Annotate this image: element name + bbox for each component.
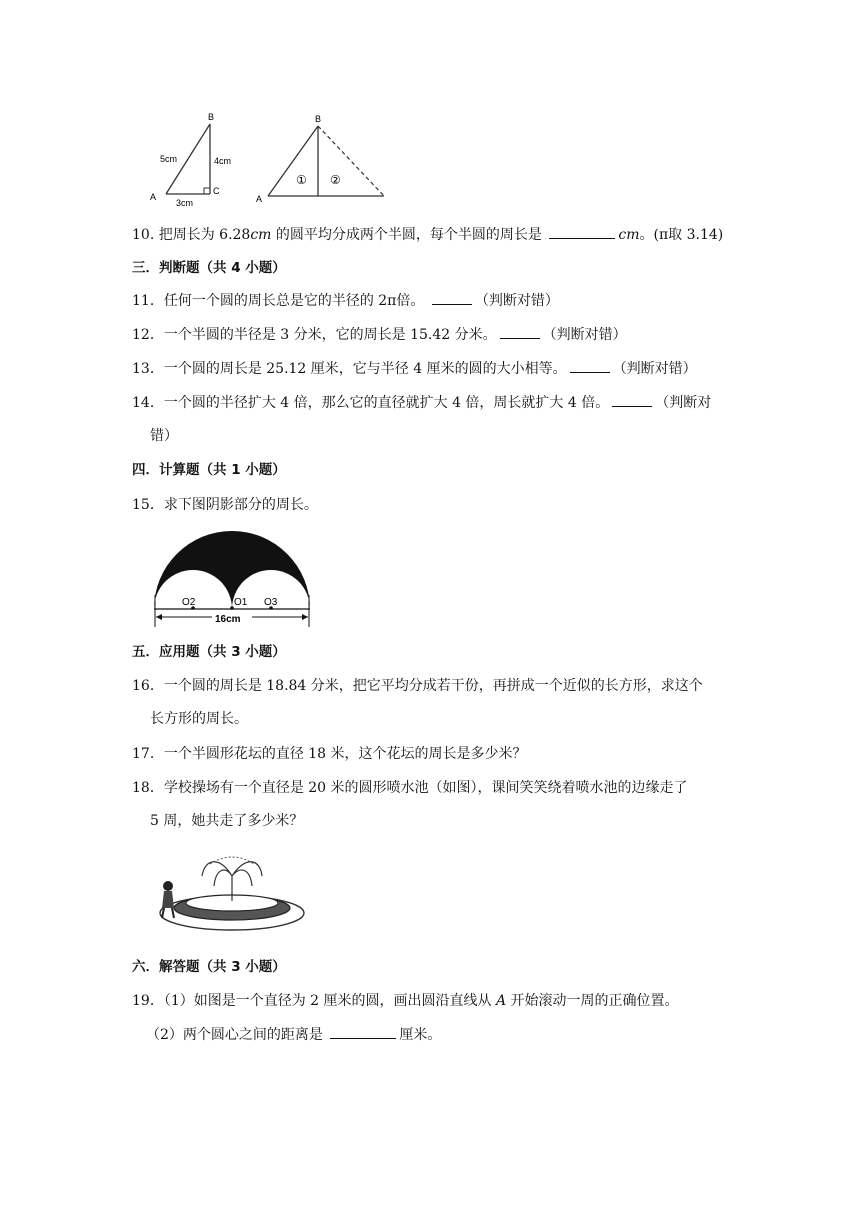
answer-blank[interactable] [612,394,652,407]
side-ac-label: 3cm [176,198,194,208]
question-18: 18．学校操场有一个直径是 20 米的圆形喷水池（如图），课间笑笑绕着喷水池的边缘走了 [132,780,688,796]
triangles-figure [146,110,396,210]
question-19-part-1: 19．（1）如图是一个直径为 2 厘米的圆，画出圆沿直线从 A 开始滚动一周的正确位置。 [132,993,679,1009]
answer-blank[interactable] [570,360,610,373]
vertex-c-label: C [213,186,220,196]
vertex-a-label: A [150,192,157,202]
answer-blank[interactable] [549,226,615,239]
section-4-heading: 四．计算题（共 1 小题） [132,462,286,478]
section-3-heading: 三．判断题（共 4 小题） [132,260,286,276]
question-14-continued: 错） [150,428,178,444]
vertex-b2-label: B [315,114,322,124]
question-15: 15．求下图阴影部分的周长。 [132,497,318,513]
dimension-label: 16cm [215,614,241,625]
vertex-b-label: B [208,112,215,122]
side-bc-label: 4cm [214,156,232,166]
question-11: 11．任何一个圆的周长总是它的半径的 2π倍。 （判断对错） [132,293,559,309]
side-ab-label: 5cm [160,154,178,164]
part-2-label: ② [330,173,341,187]
answer-blank[interactable] [432,292,472,305]
answer-blank[interactable] [330,1026,396,1039]
question-16-continued: 长方形的周长。 [150,711,248,727]
shaded-semicircle-figure [150,525,310,631]
center-o1-label: O1 [234,597,248,608]
question-13: 13．一个圆的周长是 25.12 厘米，它与半径 4 厘米的圆的大小相等。 （判断对错） [132,361,697,377]
question-18-continued: 5 周，她共走了多少米？ [150,813,304,829]
answer-blank[interactable] [500,326,540,339]
vertex-a2-label: A [256,194,263,204]
question-10: 10. 把周长为 6.28cm 的圆平均分成两个半圆，每个半圆的周长是 cm。(π取 3.14) [132,227,724,243]
question-12: 12．一个半圆的半径是 3 分米，它的周长是 15.42 分米。 （判断对错） [132,327,627,343]
question-19-part-2: （2）两个圆心之间的距离是 厘米。 [146,1027,442,1043]
question-16: 16．一个圆的周长是 18.84 分米，把它平均分成若干份，再拼成一个近似的长方形，求这个 [132,678,703,694]
section-5-heading: 五．应用题（共 3 小题） [132,644,286,660]
center-o2-label: O2 [182,597,196,608]
section-6-heading: 六．解答题（共 3 小题） [132,959,286,975]
fountain-figure [150,846,310,936]
question-14: 14．一个圆的半径扩大 4 倍，那么它的直径就扩大 4 倍，周长就扩大 4 倍。 （判断对 [132,395,712,411]
part-1-label: ① [296,173,307,187]
question-17: 17．一个半圆形花坛的直径 18 米，这个花坛的周长是多少米？ [132,746,527,762]
center-o3-label: O3 [264,597,278,608]
